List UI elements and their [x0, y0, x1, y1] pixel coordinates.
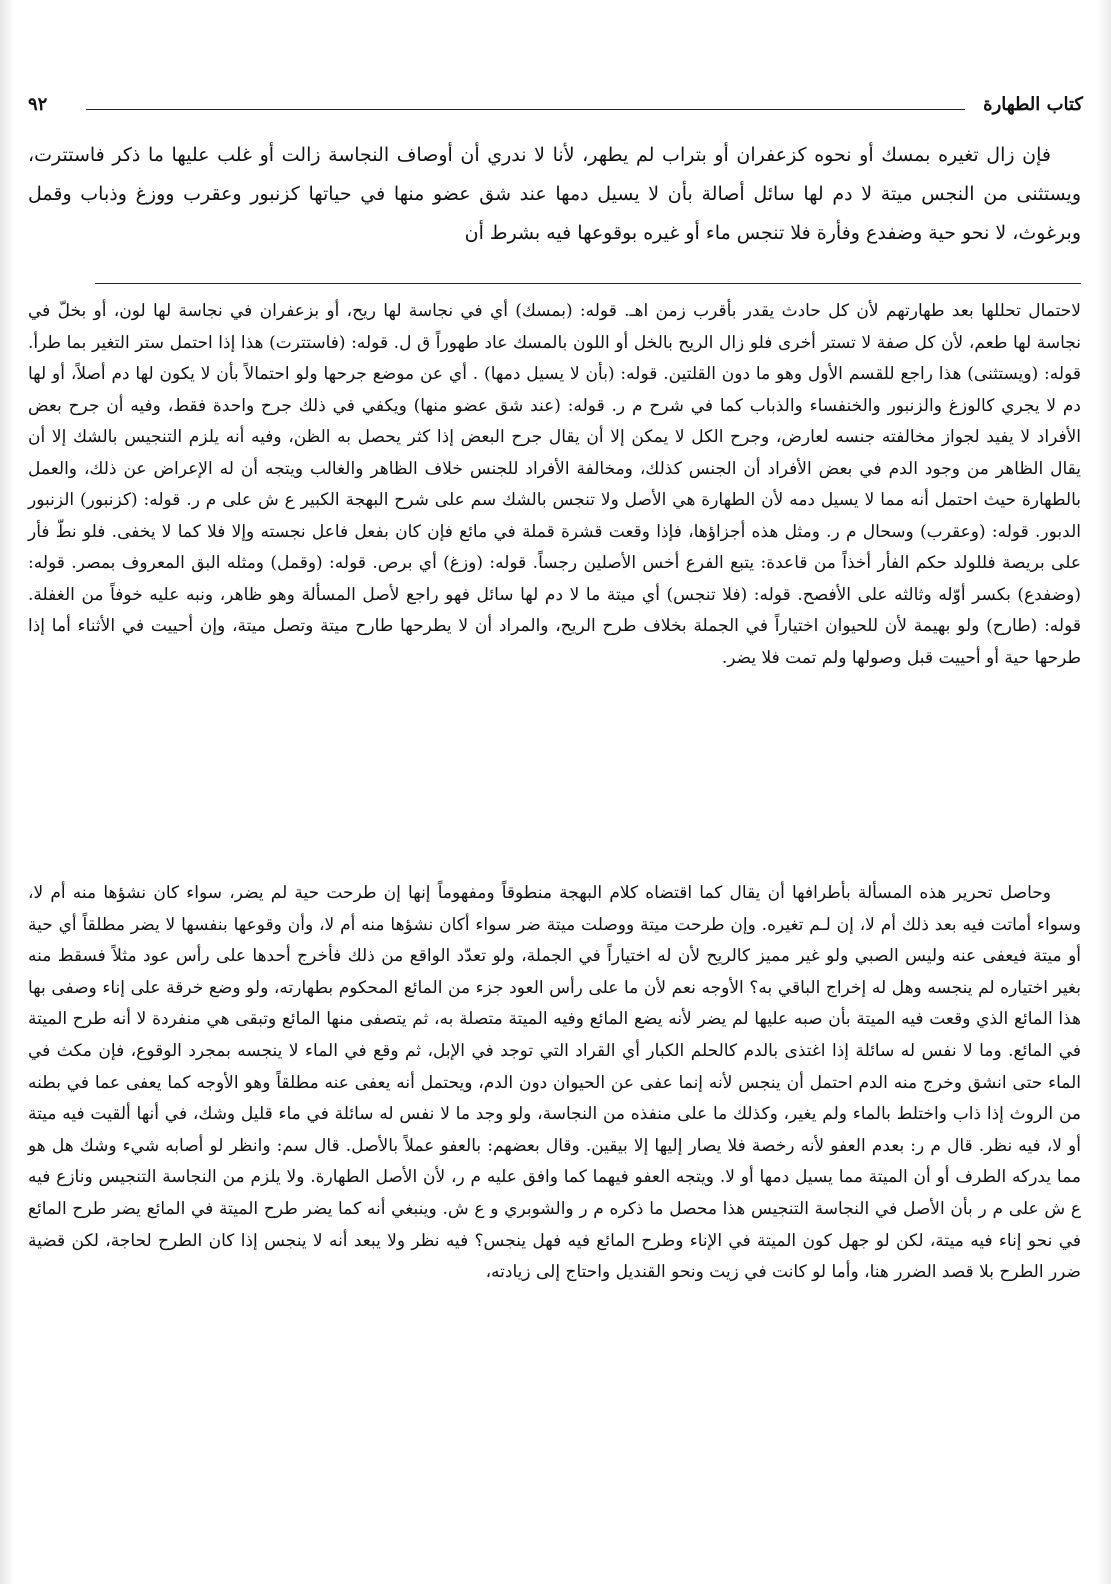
footnote-separator [95, 283, 1081, 284]
running-title: كتاب الطهارة [983, 94, 1083, 115]
page-header [28, 92, 1083, 122]
scan-shadow-right [1097, 0, 1111, 1584]
footnote-paragraph-1: لاحتمال تحللها بعد طهارتهم لأن كل حادث يقدر بأقرب زمن اهـ. قوله: (بمسك) أي في نجاسة لها ريح، أو بزعفران في نجاسة لها لون، أو بخلّ في نجاسة لها طعم، لأن كل صفة لا تستر أخرى فلو زال الريح بالخل أو اللون بالمسك عاد طهوراً ق ل. قوله: (فاستترت) هذا إذا احتمل ستر التغير بما طرأ. قوله: (ويستثنى) هذا راجع للقسم الأول وهو ما دون القلتين. قوله: (بأن لا يسيل دمها) . أي عن موضع جرحها ولو احتمالاً بأن لا يكون لها دم أصلاً، أو لها دم لا يجري كالوزغ والزنبور والخنفساء والذباب كما في شرح م ر. قوله: (عند شق عضو منها) ويكفي في ذلك جرح واحدة فقط، وفيه أن جرح بعض الأفراد لا يفيد لجواز مخالفته جنسه لعارض، وجرح الكل لا يمكن إلا أن يقال جرح البعض إذا كثر يحصل به الظن، وفيه أنه يلزم التنجيس بالشك إلا أن يقال الظاهر من وجود الدم في بعض الأفراد أن الجنس كذلك، ومخالفة الأفراد للجنس خلاف الظاهر والغالب ويتجه أن له الإعراض عن ذلك، والعمل بالطهارة حيث احتمل أنه مما لا يسيل دمه لأن الطهارة هي الأصل ولا تنجس بالشك سم على شرح البهجة الكبير ع ش على م ر. قوله: (كزنبور) الزنبور الدبور. قوله: (وعقرب) وسحال م ر. ومثل هذه أجزاؤها، فإذا وقعت قشرة قملة في مائع فإن كان بفعل فاعل نجسته وإلا فلا كما لا يخفى. فلو نطّ فأر على بريصة فللولد حكم الفأر أخذاً من قاعدة: يتبع الفرع أخس الأصلين رجساً. قوله: (وزغ) أي برص. قوله: (وقمل) ومثله البق المعروف بمصر. قوله: (وضفدع) بكسر أوّله وثالثه على الأفصح. قوله: (فلا تنجس) أي ميتة ما لا دم لها سائل فهو راجع لأصل المسألة وهو ظاهر، ونبه عليه خوفاً من الغفلة. قوله: (طارح) ولو بهيمة لأن للحيوان اختياراً في الجملة بخلاف طرح الريح، والمراد أن لا يطرحها طارح ميتة وتصل ميتة، وإن أحييت في الأثناء أما إذا طرحها حية أو أحييت قبل وصولها ولم تمت فلا يضر. [28, 301, 1082, 668]
main-text: فإن زال تغيره بمسك أو نحوه كزعفران أو بتراب لم يطهر، لأنا لا ندري أن أوصاف النجاسة زالت أو غلب عليها ما ذكر فاستترت، ويستثنى من النجس ميتة لا دم لها سائل أصالة بأن لا يسيل دمها عند شق عضو منها في حياتها كزنبور وعقرب ووزغ وذباب وقمل وبرغوث، لا نحو حية وضفدع وفأرة فلا تنجس ماء أو غيره بوقوعها فيه بشرط أن [28, 144, 1081, 244]
page-number: ٩٢ [28, 94, 48, 115]
header-rule [86, 109, 965, 110]
scan-shadow-left [0, 0, 14, 1584]
footnote-paragraph-2: وحاصل تحرير هذه المسألة بأطرافها أن يقال كما اقتضاه كلام البهجة منطوقاً ومفهوماً إنها إن طرحت حية لم يضر، سواء كان نشؤها منه أم لا، وسواء أماتت فيه بعد ذلك أم لا، إن لـم تغيره. وإن طرحت ميتة ووصلت ميتة ضر سواء أكان نشؤها منه أم لا، وأن وقوعها بنفسها لا يضر مطلقاً أي حية أو ميتة فيعفى عنه وليس الصبي ولو غير مميز كالريح لأن له اختياراً في الجملة، ولو تعدّد الواقع من ذلك فأخرج أحدها على رأس عود مثلاً فسقط منه بغير اختياره لم ينجسه وهل له إخراج الباقي به؟ الأوجه نعم لأن ما على رأس العود جزء من المائع المحكوم بطهارته، ولو وضع خرقة على إناء وصفى بها هذا المائع الذي وقعت فيه الميتة بأن صبه عليها لم يضر لأنه يضع المائع وفيه الميتة متصلة به، ثم يتصفى منها المائع وتبقى هي منفردة لا أنه طرح الميتة في المائع. وما لا نفس له سائلة إذا اغتذى بالدم كالحلم الكبار أي القراد التي توجد في الإبل، ثم وقع في الماء لا ينجسه بمجرد الوقوع، فإن مكث في الماء حتى انشق وخرج منه الدم احتمل أن ينجس لأنه إنما عفى عن الحيوان دون الدم، ويحتمل أنه يعفى عنه مطلقاً وهو الأوجه كما يعفى عما في بطنه من الروث إذا ذاب واختلط بالماء ولم يغير، وكذلك ما على منفذه من النجاسة، ولو وجد ما لا نفس له سائلة في ماء قليل وشك، في أنها ألقيت فيه ميتة أو لا، فيه نظر. قال م ر: بعدم العفو لأنه رخصة فلا يصار إليها إلا بيقين. وقال بعضهم: بالعفو عملاً بالأصل. قال سم: وانظر لو أصابه شيء وشك هل هو مما يدركه الطرف أو أن الميتة مما يسيل دمها أو لا. ويتجه العفو فيهما كما وافق عليه م ر، لأن الأصل الطهارة. ولا يلزم من النجاسة التنجيس ونازع فيه ع ش على م ر بأن الأصل في النجاسة التنجيس هذا محصل ما ذكره م ر والشوبري و ع ش. وينبغي أنه كما يضر طرح الميتة في المائع يضر طرح المائع في نحو إناء فيه ميتة، لكن لو جهل كون الميتة في الإناء وطرح المائع فيه فهل ينجس؟ فيه نظر ولا يبعد أنه لا ينجس إذا كان الطرح لحاجة، لكن قضية ضرر الطرح بلا قصد الضرر هنا، وأما لو كانت في زيت ونحو القنديل واحتاج إلى زيادته، [28, 883, 1081, 1283]
